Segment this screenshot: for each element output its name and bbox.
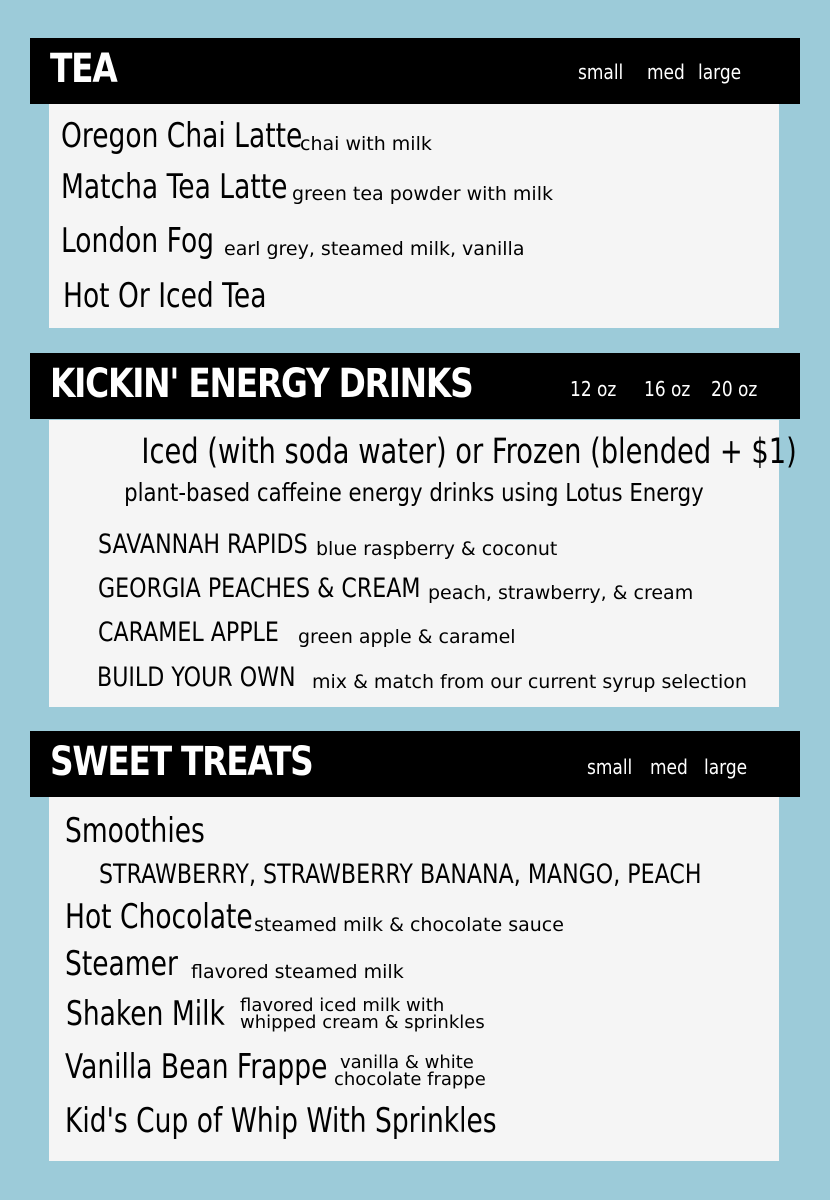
menu-item bbox=[65, 811, 244, 851]
size-label-small: small bbox=[578, 60, 624, 84]
size-label-16oz: 16 oz bbox=[644, 377, 691, 401]
energy-header bbox=[30, 353, 800, 419]
energy-subtitle-text: Iced (with soda water) or Frozen (blended + $1) bbox=[141, 432, 797, 472]
item-name: BUILD YOUR OWN bbox=[97, 662, 296, 693]
item-desc-line1: vanilla & white bbox=[340, 1052, 474, 1073]
item-desc-line1: flavored iced milk with bbox=[240, 995, 445, 1016]
tea-panel bbox=[49, 104, 779, 328]
energy-title: KICKIN' ENERGY DRINKS bbox=[50, 361, 473, 407]
tea-header bbox=[30, 38, 800, 104]
sweet-title: SWEET TREATS bbox=[50, 739, 313, 785]
item-name: Smoothies bbox=[65, 811, 205, 851]
menu-item bbox=[65, 1101, 618, 1141]
item-desc: mix & match from our current syrup selection bbox=[312, 671, 747, 693]
item-desc bbox=[334, 1054, 486, 1088]
item-name: London Fog bbox=[61, 221, 215, 261]
item-desc: steamed milk & chocolate sauce bbox=[254, 914, 564, 936]
menu-item bbox=[98, 617, 319, 648]
item-desc: flavored steamed milk bbox=[191, 961, 404, 983]
item-desc: blue raspberry & coconut bbox=[316, 538, 558, 560]
menu-item bbox=[65, 944, 210, 984]
item-desc-line2: chocolate frappe bbox=[334, 1069, 486, 1090]
item-name: Oregon Chai Latte bbox=[61, 116, 303, 156]
item-name: GEORGIA PEACHES & CREAM bbox=[98, 573, 421, 604]
item-name: SAVANNAH RAPIDS bbox=[98, 529, 308, 560]
item-name: Vanilla Bean Frappe bbox=[65, 1047, 328, 1087]
item-desc: green tea powder with milk bbox=[292, 183, 553, 205]
item-desc-line2: whipped cream & sprinkles bbox=[240, 1012, 485, 1033]
energy-tagline-text: plant-based caffeine energy drinks using Lotus Energy bbox=[124, 478, 704, 507]
size-label-20oz: 20 oz bbox=[711, 377, 758, 401]
smoothie-flavors-text: STRAWBERRY, STRAWBERRY BANANA, MANGO, PEACH bbox=[99, 859, 702, 890]
item-name: Steamer bbox=[65, 944, 178, 984]
sweet-panel bbox=[49, 797, 779, 1161]
energy-subtitle bbox=[49, 432, 797, 472]
item-desc: green apple & caramel bbox=[298, 626, 516, 648]
item-name: Hot Or Iced Tea bbox=[63, 276, 267, 316]
item-desc: chai with milk bbox=[300, 133, 432, 155]
item-desc: peach, strawberry, & cream bbox=[428, 582, 694, 604]
item-name: CARAMEL APPLE bbox=[98, 617, 279, 648]
size-label-large: large bbox=[698, 60, 742, 84]
item-name: Kid's Cup of Whip With Sprinkles bbox=[65, 1101, 497, 1141]
tea-title: TEA bbox=[50, 46, 117, 92]
sweet-header bbox=[30, 731, 800, 797]
item-name: Matcha Tea Latte bbox=[61, 167, 288, 207]
size-label-med: med bbox=[650, 755, 688, 779]
item-name: Hot Chocolate bbox=[65, 897, 253, 937]
item-desc bbox=[240, 997, 485, 1031]
item-name: Shaken Milk bbox=[66, 994, 225, 1034]
smoothie-flavors bbox=[99, 859, 830, 890]
menu-item bbox=[97, 662, 339, 693]
item-desc: earl grey, steamed milk, vanilla bbox=[224, 238, 525, 260]
menu-item bbox=[63, 276, 324, 316]
size-label-med: med bbox=[647, 60, 685, 84]
size-label-12oz: 12 oz bbox=[570, 377, 617, 401]
energy-tagline bbox=[49, 478, 779, 507]
size-label-large: large bbox=[704, 755, 748, 779]
energy-panel bbox=[49, 420, 797, 707]
size-label-small: small bbox=[587, 755, 633, 779]
